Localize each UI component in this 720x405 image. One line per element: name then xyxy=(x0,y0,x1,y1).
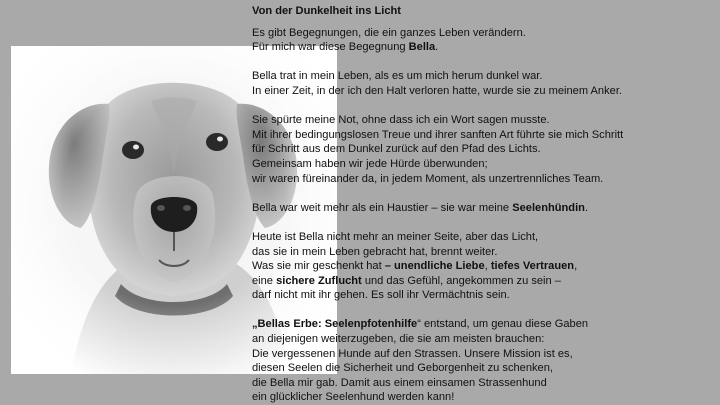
bold-organization: „Bellas Erbe: Seelenpfotenhilfe xyxy=(252,318,418,331)
paragraph-intro xyxy=(252,26,712,55)
text-line: Bella war weit mehr als ein Haustier – sie war meine xyxy=(252,201,513,214)
text-line: diesen Seelen die Sicherheit und Geborgenheit zu schenken, xyxy=(252,362,553,375)
text-line: Sie spürte meine Not, ohne dass ich ein Wort sagen musste. xyxy=(252,114,550,127)
text-line: Die vergessenen Hunde auf den Strassen. Unsere Mission ist es, xyxy=(252,347,573,360)
text-line: das sie in mein Leben gebracht hat, brennt weiter. xyxy=(252,245,498,258)
bold-term: tiefes Vertrauen xyxy=(490,260,575,273)
text-line: für Schritt aus dem Dunkel zurück auf den Pfad des Lichts. xyxy=(252,143,541,156)
slide-title: Von der Dunkelheit ins Licht xyxy=(252,5,401,17)
text-line: “ entstand, um genau diese Gaben xyxy=(417,318,589,331)
text-line: die Bella mir gab. Damit aus einem einsamen Strassenhund xyxy=(252,376,547,389)
paragraph-soul-dog xyxy=(252,201,712,216)
paragraph-darkness xyxy=(252,69,712,98)
text-line: ein glücklicher Seelenhund werden kann! xyxy=(252,391,455,404)
text-line: Heute ist Bella nicht mehr an meiner Seite, aber das Licht, xyxy=(252,230,539,243)
text-line: In einer Zeit, in der ich den Halt verloren hatte, wurde sie zu meinem Anker. xyxy=(252,84,622,97)
text-line: Was sie mir geschenkt hat xyxy=(252,260,385,273)
text-line: Gemeinsam haben wir jede Hürde überwunden; xyxy=(252,157,488,170)
text-line: und das Gefühl, angekommen zu sein – xyxy=(361,274,561,287)
story-text xyxy=(252,4,712,405)
text-punct: . xyxy=(435,41,439,54)
text-punct: . xyxy=(584,201,589,214)
bold-name: Bella xyxy=(408,41,436,54)
text-line: darf nicht mit ihr gehen. Es soll ihr Vermächtnis sein. xyxy=(252,289,510,302)
text-line: Mit ihrer bedingungslosen Treue und ihrer sanften Art führte sie mich Schritt xyxy=(252,128,624,141)
bold-term: – unendliche Liebe xyxy=(384,260,485,273)
text-punct: , xyxy=(574,260,578,273)
text-line: Bella trat in mein Leben, als es um mich herum dunkel war. xyxy=(252,70,543,83)
paragraph-mission xyxy=(252,317,712,405)
bold-term: Seelenhündin xyxy=(512,201,585,214)
text-line: Für mich war diese Begegnung xyxy=(252,41,409,54)
text-line: an diejenigen weiterzugeben, die sie am meisten brauchen: xyxy=(252,333,545,346)
paragraph-legacy xyxy=(252,230,712,303)
text-line: wir waren füreinander da, in jedem Moment, als unzertrennliches Team. xyxy=(252,172,604,185)
text-line: Es gibt Begegnungen, die ein ganzes Leben verändern. xyxy=(252,26,526,39)
paragraph-support xyxy=(252,113,712,186)
text-punct: , xyxy=(484,260,491,273)
bold-term: sichere Zuflucht xyxy=(276,274,362,287)
text-line: eine xyxy=(252,274,277,287)
